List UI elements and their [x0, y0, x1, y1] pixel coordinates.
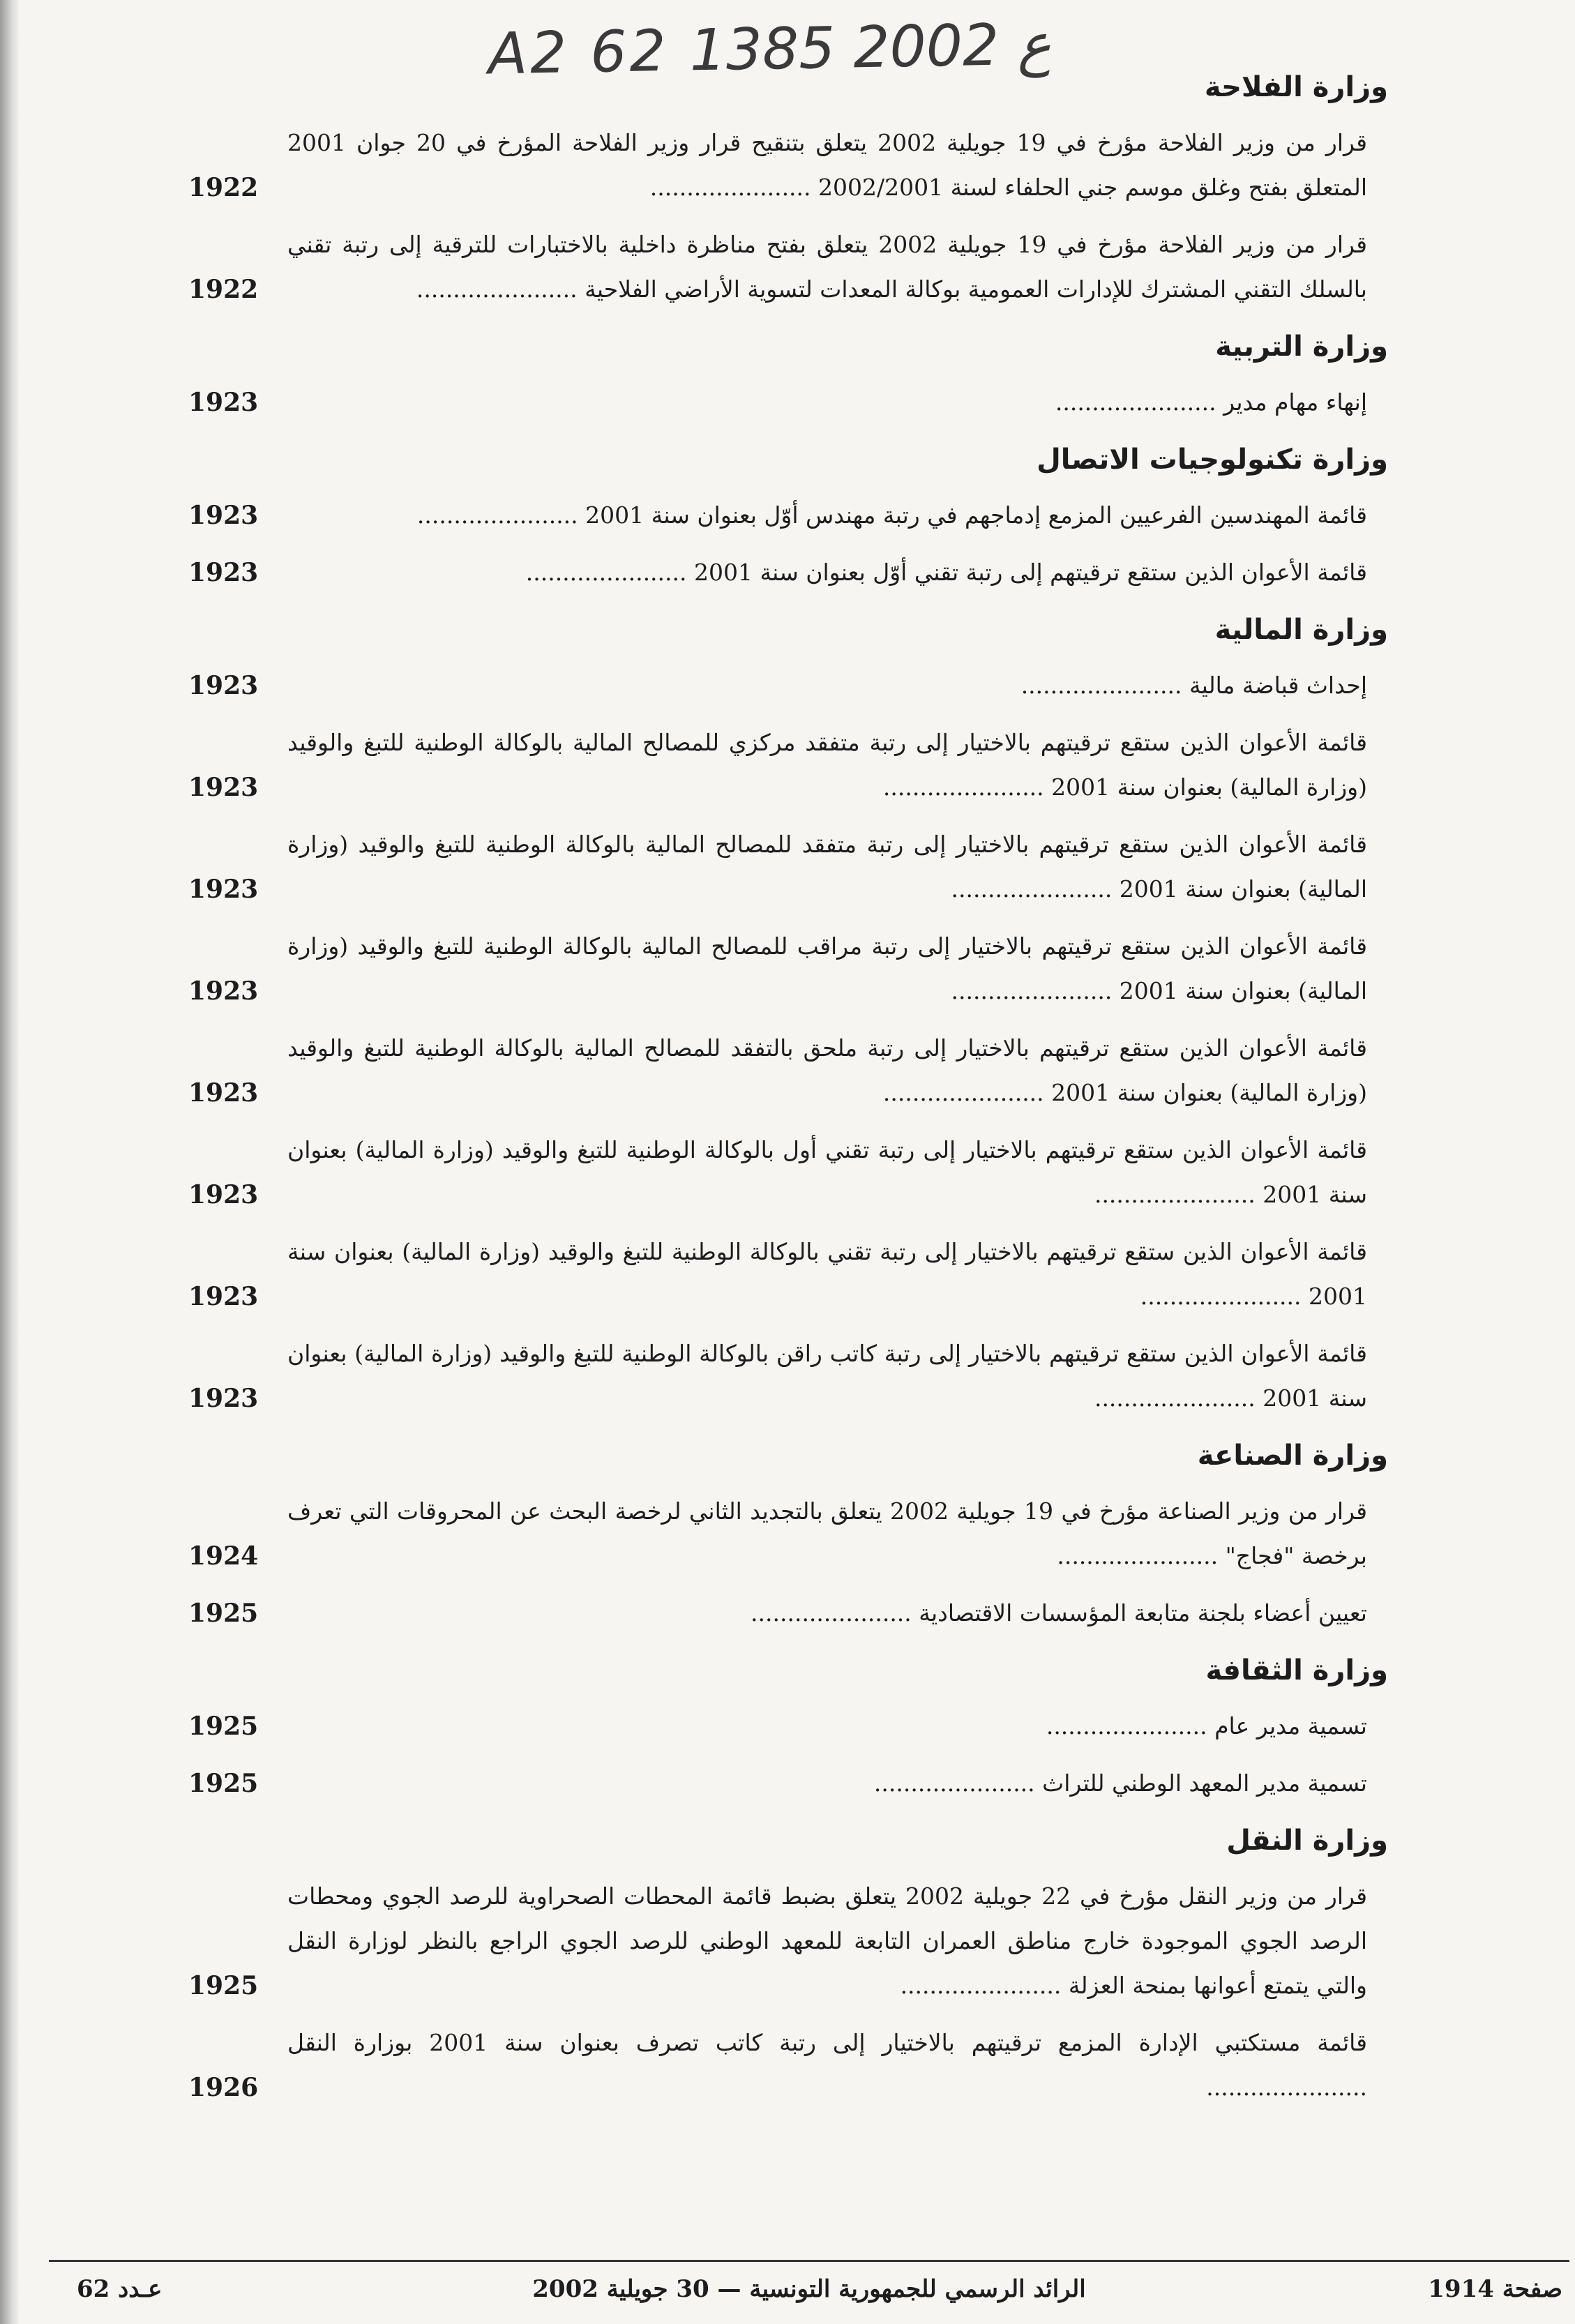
section-title: وزارة المالية [1214, 614, 1388, 646]
entry-page-number: 1923 [188, 1078, 259, 1108]
entry-page-number: 1922 [188, 173, 259, 202]
leader-dots: ...................... [1094, 1181, 1263, 1208]
entry-text: قائمة الأعوان الذين ستقع ترقيتهم إلى رتبة تقني أوّل بعنوان سنة 2001 [694, 559, 1367, 586]
ministry-section [188, 326, 1388, 425]
entry-text: إنهاء مهام مدير [1223, 388, 1367, 416]
entry-page-number: 1923 [188, 671, 259, 700]
entry-text: قرار من وزير الفلاحة مؤرخ في 19 جويلية 2002 يتعلق بفتح مناظرة داخلية بالاختبارات للترقية إلى رتبة تقني بالسلك التقني المشترك للإدارات العمومية بوكالة المعدات لتسوية الأراضي الفلاحية [287, 231, 1367, 303]
leader-dots: ...................... [1206, 2074, 1367, 2101]
page-footer [49, 2275, 1569, 2324]
entry-text: قائمة الأعوان الذين ستقع ترقيتهم بالاختيار إلى رتبة كاتب راقن بالوكالة الوطنية للتبغ والوقيد (وزارة المالية) بعنوان سنة 2001 [287, 1340, 1367, 1412]
entry-page-number: 1923 [188, 388, 259, 417]
section-title: وزارة النقل [1226, 1825, 1388, 1857]
entry-page-number: 1923 [188, 1384, 259, 1413]
entry-text: تسمية مدير المعهد الوطني للتراث [1042, 1770, 1367, 1797]
entry-page-number: 1925 [188, 1769, 259, 1798]
footer-divider [49, 2260, 1569, 2262]
entry-page-number: 1925 [188, 1712, 259, 1741]
handwritten-reference: A2 62 ع 2002 1385 [488, 11, 1052, 88]
entry-page-number: 1923 [188, 773, 259, 802]
leader-dots: ...................... [1057, 1542, 1226, 1569]
toc-entry [188, 493, 1367, 538]
entry-text: قائمة الأعوان الذين ستقع ترقيتهم بالاختيار إلى رتبة متفقد للمصالح المالية بالوكالة الوطنية للتبغ والوقيد (وزارة المالية) بعنوان سنة 2001 [287, 831, 1367, 903]
toc-entry [188, 1489, 1367, 1578]
entry-text: قائمة مستكتبي الإدارة المزمع ترقيتهم بالاختيار إلى رتبة كاتب تصرف بعنوان سنة 2001 بوزارة النقل [287, 2029, 1367, 2056]
toc-entry [188, 222, 1367, 312]
leader-dots: ...................... [1020, 672, 1189, 699]
entry-page-number: 1923 [188, 1180, 259, 1209]
leader-dots: ...................... [525, 559, 694, 586]
toc-entry [188, 1128, 1367, 1217]
entry-page-number: 1924 [188, 1541, 259, 1571]
leader-dots: ...................... [873, 1770, 1043, 1797]
entry-text: تعيين أعضاء بلجنة متابعة المؤسسات الاقتصادية [919, 1599, 1367, 1627]
entry-text: قائمة الأعوان الذين ستقع ترقيتهم بالاختيار إلى رتبة مراقب للمصالح المالية بالوكالة الوطنية للتبغ والوقيد (وزارة المالية) بعنوان سنة 2001 [287, 933, 1367, 1004]
entry-page-number: 1923 [188, 875, 259, 904]
section-title: وزارة تكنولوجيات الاتصال [1037, 444, 1388, 476]
leader-dots: ...................... [1140, 1283, 1309, 1310]
entry-page-number: 1925 [188, 1971, 259, 2000]
toc-entry [188, 550, 1367, 595]
leader-dots: ...................... [751, 1599, 919, 1627]
ministry-section [188, 66, 1388, 312]
section-title: وزارة الصناعة [1197, 1440, 1388, 1472]
toc-entry [188, 1761, 1367, 1806]
leader-dots: ...................... [882, 1079, 1052, 1106]
section-title: وزارة الثقافة [1205, 1654, 1388, 1687]
entry-page-number: 1925 [188, 1599, 259, 1628]
ministry-section [188, 1650, 1388, 1806]
toc-entry [188, 1704, 1367, 1749]
leader-dots: ...................... [951, 875, 1120, 903]
page-binding-shadow [0, 0, 20, 2324]
ministry-section [188, 1435, 1388, 1636]
entry-text: قرار من وزير الصناعة مؤرخ في 19 جويلية 2002 يتعلق بالتجديد الثاني لرخصة البحث عن المحروقات التي تعرف برخصة "فجاج" [287, 1497, 1367, 1569]
entry-text: قائمة الأعوان الذين ستقع ترقيتهم بالاختيار إلى رتبة تقني أول بالوكالة الوطنية للتبغ والوقيد (وزارة المالية) بعنوان سنة 2001 [287, 1136, 1367, 1208]
entry-page-number: 1923 [188, 1282, 259, 1311]
entry-page-number: 1923 [188, 976, 259, 1006]
leader-dots: ...................... [882, 774, 1052, 801]
entry-text: قائمة المهندسين الفرعيين المزمع إدماجهم في رتبة مهندس أوّل بعنوان سنة 2001 [585, 501, 1367, 529]
footer-journal-title: الرائد الرسمي للجمهورية التونسية — 30 جويلية 2002 [532, 2275, 1086, 2303]
entry-page-number: 1923 [188, 501, 259, 530]
leader-dots: ...................... [951, 977, 1120, 1004]
leader-dots: ...................... [900, 1972, 1069, 1999]
toc-entry [188, 2021, 1367, 2110]
leader-dots: ...................... [416, 501, 586, 529]
table-of-contents [188, 66, 1388, 2124]
entry-text: قرار من وزير النقل مؤرخ في 22 جويلية 2002 يتعلق بضبط قائمة المحطات الصحراوية للرصد الجوي ومحطات الرصد الجوي الموجودة خارج مناطق العمران التابعة للمعهد الوطني للرصد الجوي الراجع بالنظر لوزارة النقل والتي يتمتع أعوانها بمنحة العزلة [287, 1882, 1368, 1999]
toc-entry [188, 822, 1367, 912]
toc-entry [188, 121, 1367, 210]
leader-dots: ...................... [1055, 388, 1224, 416]
entry-text: قائمة الأعوان الذين ستقع ترقيتهم بالاختيار إلى رتبة تقني بالوكالة الوطنية للتبغ والوقيد (وزارة المالية) بعنوان سنة 2001 [287, 1238, 1367, 1310]
toc-entry [188, 1331, 1367, 1421]
entry-text: قرار من وزير الفلاحة مؤرخ في 19 جويلية 2002 يتعلق بتنقيح قرار وزير الفلاحة المؤرخ في 20 جوان 2001 المتعلق بفتح وغلق موسم جني الحلفاء لسنة 2002/2001 [287, 129, 1368, 201]
footer-page-number: صفحة 1914 [1428, 2275, 1562, 2303]
toc-entry [188, 720, 1367, 810]
section-title: وزارة الفلاحة [1204, 71, 1388, 103]
entry-text: قائمة الأعوان الذين ستقع ترقيتهم بالاختيار إلى رتبة ملحق بالتفقد للمصالح المالية بالوكالة الوطنية للتبغ والوقيد (وزارة المالية) بعنوان سنة 2001 [287, 1034, 1367, 1106]
ministry-section [188, 1820, 1388, 2110]
entry-text: قائمة الأعوان الذين ستقع ترقيتهم بالاختيار إلى رتبة متفقد مركزي للمصالح المالية بالوكالة الوطنية للتبغ والوقيد (وزارة المالية) بعنوان سنة 2001 [287, 729, 1367, 801]
leader-dots: ...................... [649, 174, 819, 201]
entry-text: إحداث قباضة مالية [1189, 672, 1367, 699]
entry-page-number: 1922 [188, 275, 259, 304]
leader-dots: ...................... [416, 276, 585, 303]
entry-page-number: 1926 [188, 2073, 259, 2102]
toc-entry [188, 1591, 1367, 1636]
ministry-section [188, 439, 1388, 595]
entry-page-number: 1923 [188, 558, 259, 587]
footer-issue-number: عـدد 62 [77, 2275, 163, 2303]
toc-entry [188, 663, 1367, 708]
toc-entry [188, 924, 1367, 1013]
toc-entry [188, 1874, 1367, 2008]
toc-entry [188, 380, 1367, 425]
entry-text: تسمية مدير عام [1214, 1712, 1367, 1740]
section-title: وزارة التربية [1215, 331, 1388, 363]
toc-entry [188, 1026, 1367, 1115]
leader-dots: ...................... [1046, 1712, 1215, 1740]
ministry-section [188, 609, 1388, 1421]
toc-entry [188, 1230, 1367, 1319]
leader-dots: ...................... [1094, 1384, 1263, 1412]
